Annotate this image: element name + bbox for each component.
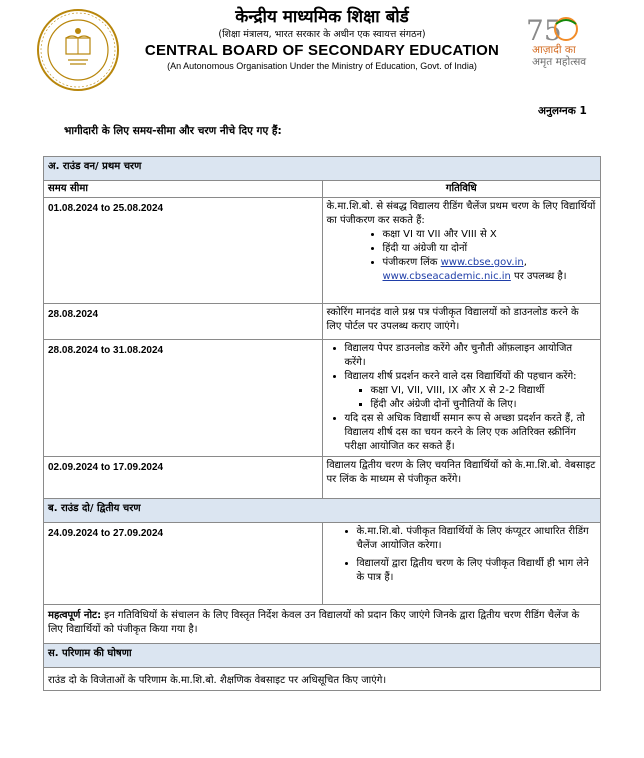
row-activity [322,340,601,457]
annexure-label: अनुलग्नक 1 [538,105,587,117]
table-row [44,523,601,605]
sub-list-item: ▪ कक्षा VI, VII, VIII, IX और X से 2-2 विद्यार्थी [371,384,597,398]
row-activity: विद्यालय द्वितीय चरण के लिए चयनित विद्यार्थियों को के.मा.शि.बो. वेबसाइट पर लिंक के माध्यम से पंजीकृत करेंगे। [322,457,601,499]
list-item: • हिंदी या अंग्रेजी या दोनों [383,242,597,256]
section-row [44,157,601,181]
sub-bullet-list [345,384,597,412]
cbse-gov-link[interactable]: www.cbse.gov.in [440,257,524,268]
row-date: 28.08.2024 [44,304,323,340]
row-date: 02.09.2024 to 17.09.2024 [44,457,323,499]
azadi-logo-line1: आज़ादी का [532,44,576,56]
bullet-list [327,342,597,454]
board-subtitle-english: (An Autonomous Organisation Under the Ministry of Education, Govt. of India) [167,61,477,71]
table-row [44,457,601,499]
azadi-logo-number: 75 [526,14,562,47]
letterhead-text [120,6,524,72]
list-item-text: विद्यालय शीर्ष प्रदर्शन करने वाले दस विद्यार्थियों की पहचान करेंगे: [344,371,577,382]
schedule-table [43,156,601,691]
board-subtitle-hindi: (शिक्षा मंत्रालय, भारत सरकार के अधीन एक स्वायत्त संगठन) [218,29,426,40]
section-row [44,644,601,668]
board-name-english: CENTRAL BOARD OF SECONDARY EDUCATION [144,42,500,59]
sub-list-item: ▪ हिंदी और अंग्रेजी दोनों चुनौतियों के लिए। [371,398,597,412]
important-note [44,605,601,644]
list-item: • के.मा.शि.बो. पंजीकृत विद्यार्थियों के लिए कंप्यूटर आधारित रीडिंग चैलेंज आयोजित करेगा। [357,525,597,553]
cbse-academic-link[interactable]: www.cbseacademic.nic.in [382,271,511,282]
list-item [383,256,597,284]
row-date: 24.09.2024 to 27.09.2024 [44,523,323,605]
table-row [44,304,601,340]
cbse-emblem-logo [36,8,120,92]
activity-text: के.मा.शि.बो. से संबद्ध विद्यालय रीडिंग चैलेंज प्रथम चरण के लिए विद्यार्थियों का पंजीकरण कर सकते हैं: [326,201,596,226]
list-item: • यदि दस से अधिक विद्यार्थी समान रूप से अच्छा प्रदर्शन करते हैं, तो विद्यालय शीर्ष दस का चयन करने के लिए एक अतिरिक्त स्क्रीनिंग परीक्षा आयोजित कर सकते हैं। [345,412,597,454]
section-c-heading: स. परिणाम की घोषणा [44,644,601,668]
note-label: महत्वपूर्ण नोट: [48,610,102,621]
note-row [44,605,601,644]
registration-link-text: पंजीकरण लिंक [382,257,441,268]
list-item: • कक्षा VI या VII और VIII से X [383,228,597,242]
intro-text: भागीदारी के लिए समय-सीमा और चरण नीचे दिए गए हैं: [64,125,282,137]
azadi-ka-amrit-mahotsav-logo [518,10,628,68]
registration-link-suffix: पर उपलब्ध है। [510,271,567,282]
row-activity [322,198,601,304]
list-item [345,370,597,412]
bullet-list [327,228,597,284]
column-header-activity: गतिविधि [322,181,601,198]
column-header-row [44,181,601,198]
result-announcement: राउंड दो के विजेताओं के परिणाम के.मा.शि.बो. शैक्षणिक वेबसाइट पर अधिसूचित किए जाएंगे। [44,668,601,691]
row-date: 01.08.2024 to 25.08.2024 [44,198,323,304]
row-activity [322,523,601,605]
section-row [44,499,601,523]
table-row [44,198,601,304]
list-item: • विद्यालयों द्वारा द्वितीय चरण के लिए पंजीकृत विद्यार्थी ही भाग लेने के पात्र हैं। [357,557,597,585]
list-item: • विद्यालय पेपर डाउनलोड करेंगे और चुनौती ऑफ़लाइन आयोजित करेंगे। [345,342,597,370]
table-row [44,340,601,457]
table-row [44,668,601,691]
letterhead [0,0,644,95]
row-date: 28.08.2024 to 31.08.2024 [44,340,323,457]
link-separator: , [523,257,527,268]
section-a-heading: अ. राउंड वन/ प्रथम चरण [44,157,601,181]
azadi-logo-line2: अमृत महोत्सव [532,56,587,68]
column-header-time: समय सीमा [44,181,323,198]
note-text: इन गतिविधियों के संचालन के लिए विस्तृत निर्देश केवल उन विद्यालयों को प्रदान किए जाएंगे जिनके द्वारा द्वितीय चरण रीडिंग चैलेंज के लिए विद्यार्थियों को पंजीकृत किया गया है। [48,610,580,635]
bullet-list [327,525,597,585]
board-name-hindi: केन्द्रीय माध्यमिक शिक्षा बोर्ड [235,7,409,27]
row-activity: स्कोरिंग मानदंड वाले प्रश्न पत्र पंजीकृत विद्यालयों को डाउनलोड करने के लिए पोर्टल पर उपलब्ध कराए जाएंगे। [322,304,601,340]
section-b-heading: ब. राउंड दो/ द्वितीय चरण [44,499,601,523]
